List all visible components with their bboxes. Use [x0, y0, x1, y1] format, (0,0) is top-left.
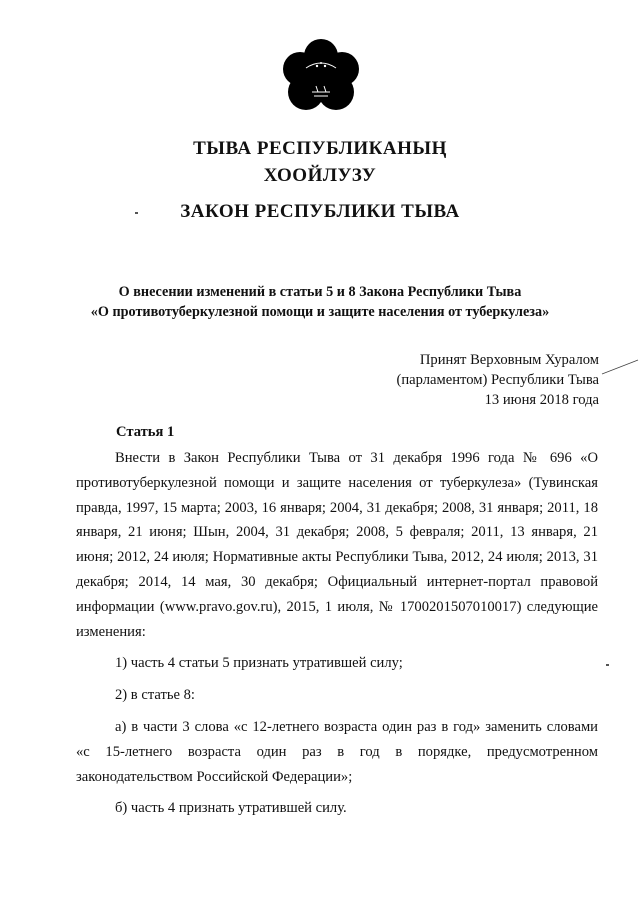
- document-title: [0, 282, 640, 322]
- scan-speck: [135, 212, 138, 214]
- article-heading: Статья 1: [116, 424, 175, 440]
- list-item: 2) в статье 8:: [115, 687, 195, 704]
- list-item: а) в части 3 слова «с 12-летнего возраста один раз в год» заменить словами «с 15-летнего возраста один раз в год в порядке, предусмотренном законодательством Российской Федерации»;: [76, 718, 598, 785]
- emblem-icon: [276, 36, 366, 116]
- header-line-1: ТЫВА РЕСПУБЛИКАНЫҢ: [193, 138, 447, 159]
- list-item: б) часть 4 признать утратившей силу.: [115, 800, 347, 817]
- adoption-date: 13 июня 2018 года: [484, 392, 599, 408]
- law-title: ЗАКОН РЕСПУБЛИКИ ТЫВА: [180, 201, 460, 222]
- document-title-line-2: «О противотуберкулезной помощи и защите населения от туберкулеза»: [90, 304, 550, 320]
- adoption-line-1: Принят Верховным Хуралом: [419, 352, 599, 368]
- scan-mark: [600, 356, 640, 376]
- adoption-line-2: (парламентом) Республики Тыва: [396, 372, 599, 388]
- list-item: 1) часть 4 статьи 5 признать утратившей силу;: [115, 655, 403, 672]
- header-line-2: ХООЙЛУЗУ: [263, 165, 377, 186]
- document-title-line-1: О внесении изменений в статьи 5 и 8 Закона Республики Тыва: [118, 284, 522, 300]
- article-intro: Внести в Закон Республики Тыва от 31 декабря 1996 года № 696 «О противотуберкулезной помощи и защите населения от туберкулеза» (Тувинская правда, 1997, 15 марта; 2003, 16 января; 2004, 31 декабря; 2008, 31 января; 2011, 18 января, 21 июня; Шын, 2004, 31 декабря; 2008, 5 февраля; 2011, 13 января, 21 июня; 2012, 24 июля; Нормативные акты Республики Тыва, 2012, 24 июля; 2013, 31 декабря; 2014, 14 мая, 30 декабря; Официальный интернет-портал правовой информации (www.pravo.gov.ru), 2015, 1 июля, № 1700201507010017) следующие изменения:: [76, 450, 598, 640]
- article-body: [76, 446, 598, 821]
- adoption-note: [396, 350, 599, 410]
- scan-speck: [606, 664, 609, 666]
